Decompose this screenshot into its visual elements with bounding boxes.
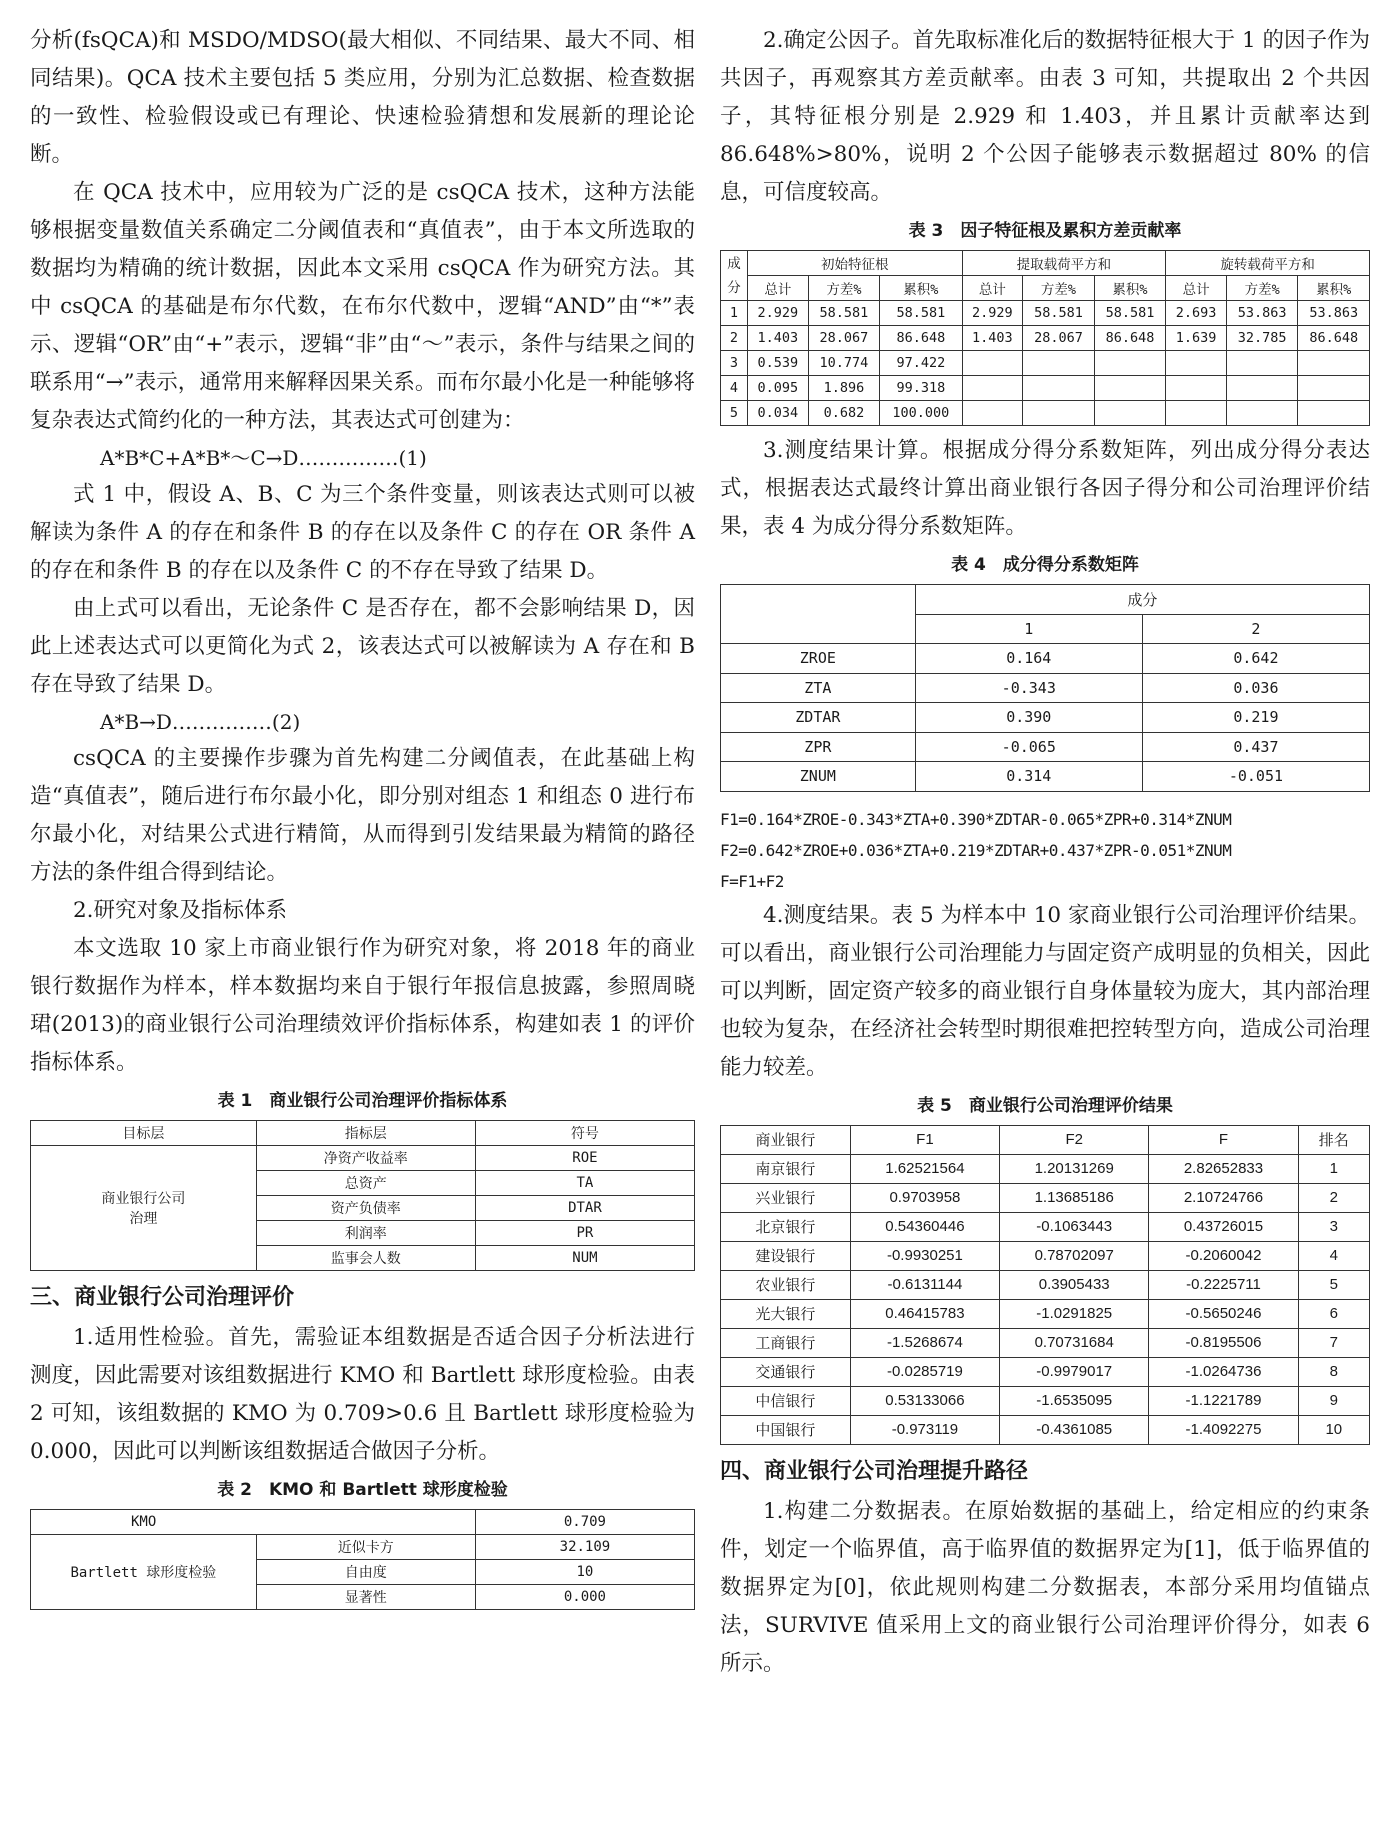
table-cell: 0.095 — [748, 376, 809, 401]
table-cell: 10 — [475, 1560, 694, 1585]
table-row — [721, 301, 1370, 326]
table-header: 总计 — [748, 276, 809, 301]
equation-f: F=F1+F2 — [720, 871, 784, 891]
table-cell: TA — [475, 1171, 694, 1196]
table-cell: ZDTAR — [721, 703, 916, 733]
table-cell: 0.46415783 — [850, 1299, 999, 1328]
table-row — [721, 1299, 1370, 1328]
table-header: 初始特征根 — [748, 251, 963, 276]
table-cell — [1166, 401, 1227, 426]
table-cell — [962, 401, 1023, 426]
paragraph: 分析(fsQCA)和 MSDO/MDSO(最大相似、不同结果、最大不同、相同结果)。QCA 技术主要包括 5 类应用，分别为汇总数据、检查数据的一致性、检验假设或已有理论、快速检验猜想和发展新的理论论断。 — [30, 28, 695, 167]
table-cell: PR — [475, 1221, 694, 1246]
section-heading: 三、商业银行公司治理评价 — [30, 1285, 295, 1310]
table-cell: -0.0285719 — [850, 1357, 999, 1386]
table-cell: -0.343 — [915, 673, 1142, 703]
formula-2: A*B→D……………(2) — [100, 710, 301, 734]
table-cell — [1226, 401, 1298, 426]
table-row — [721, 1154, 1370, 1183]
table-row — [721, 1386, 1370, 1415]
table-cell — [962, 376, 1023, 401]
table-cell: NUM — [475, 1246, 694, 1271]
table-header: 成分 — [915, 585, 1369, 615]
table-cell: -0.051 — [1142, 762, 1369, 792]
table-row — [721, 351, 1370, 376]
table-cell: 0.642 — [1142, 644, 1369, 674]
paragraph: 由上式可以看出，无论条件 C 是否存在，都不会影响结果 D，因此上述表达式可以更简化为式 2，该表达式可以被解读为 A 存在和 B 存在导致了结果 D。 — [30, 596, 695, 697]
table-5-caption: 表 5 商业银行公司治理评价结果 — [917, 1095, 1173, 1116]
table-cell — [1094, 376, 1166, 401]
table-header: 累积% — [1094, 276, 1166, 301]
table-row — [721, 673, 1370, 703]
table-cell: 0.70731684 — [1000, 1328, 1149, 1357]
table-cell: 1 — [1298, 1154, 1369, 1183]
table-cell: 2 — [1298, 1183, 1369, 1212]
table-header: 累积% — [1298, 276, 1370, 301]
table-cell: -0.2060042 — [1149, 1241, 1298, 1270]
paragraph: csQCA 的主要操作步骤为首先构建二分阈值表，在此基础上构造“真值表”，随后进行布尔最小化，即分别对组态 1 和组态 0 进行布尔最小化，对结果公式进行精简，从而得到引发结果最为精简的路径方法的条件组合得到结论。 — [30, 746, 695, 885]
table-cell — [1166, 376, 1227, 401]
table-header: 方差% — [1226, 276, 1298, 301]
table-cell: 10.774 — [808, 351, 880, 376]
table-row — [721, 1328, 1370, 1357]
table-header — [721, 585, 916, 644]
table-header: 总计 — [1166, 276, 1227, 301]
table-cell: 86.648 — [1094, 326, 1166, 351]
table-header: 提取载荷平方和 — [962, 251, 1166, 276]
table-cell: 1 — [721, 301, 748, 326]
table-cell: 净资产收益率 — [256, 1146, 475, 1171]
table-cell: 1.403 — [962, 326, 1023, 351]
equation-f2: F2=0.642*ZROE+0.036*ZTA+0.219*ZDTAR+0.437*ZPR-0.051*ZNUM — [720, 840, 1232, 860]
table-cell — [1166, 351, 1227, 376]
table-cell: -0.9930251 — [850, 1241, 999, 1270]
table-cell: 光大银行 — [721, 1299, 851, 1328]
table-4-caption: 表 4 成分得分系数矩阵 — [951, 555, 1139, 575]
table-cell: 4 — [721, 376, 748, 401]
table-cell: 2.82652833 — [1149, 1154, 1298, 1183]
table-row — [721, 703, 1370, 733]
table-cell: 4 — [1298, 1241, 1369, 1270]
table-cell — [1023, 351, 1095, 376]
table-cell — [1094, 401, 1166, 426]
table-row — [721, 644, 1370, 674]
table-header: 方差% — [1023, 276, 1095, 301]
table-cell — [1226, 351, 1298, 376]
table-2 — [30, 1509, 695, 1610]
table-header: 总计 — [962, 276, 1023, 301]
table-row — [721, 762, 1370, 792]
table-row — [721, 1183, 1370, 1212]
table-cell: 53.863 — [1226, 301, 1298, 326]
table-cell: 58.581 — [808, 301, 880, 326]
table-cell: 1.20131269 — [1000, 1154, 1149, 1183]
paragraph: 1.适用性检验。首先，需验证本组数据是否适合因子分析法进行测度，因此需要对该组数据进行 KMO 和 Bartlett 球形度检验。由表 2 可知，该组数据的 KMO 为 0.709>0.6 且 Bartlett 球形度检验为 0.000，因此可以判断该组数据适合做因子分析。 — [30, 1325, 695, 1464]
table-header: 商业银行 — [721, 1125, 851, 1154]
table-cell: -0.6131144 — [850, 1270, 999, 1299]
table-cell: 资产负债率 — [256, 1196, 475, 1221]
table-row — [721, 376, 1370, 401]
table-cell: 自由度 — [256, 1560, 475, 1585]
table-header: 2 — [1142, 614, 1369, 644]
table-cell: 1.896 — [808, 376, 880, 401]
table-cell: 58.581 — [880, 301, 962, 326]
left-column — [30, 22, 695, 1610]
table-cell: 3 — [721, 351, 748, 376]
table-cell: 99.318 — [880, 376, 962, 401]
table-cell: 2.10724766 — [1149, 1183, 1298, 1212]
table-cell: 0.682 — [808, 401, 880, 426]
paragraph: 本文选取 10 家上市商业银行作为研究对象，将 2018 年的商业银行数据作为样本，样本数据均来自于银行年报信息披露，参照周晓珺(2013)的商业银行公司治理绩效评价指标体系，构建如表 1 的评价指标体系。 — [30, 936, 695, 1075]
table-cell: 58.581 — [1094, 301, 1166, 326]
table-cell: ZNUM — [721, 762, 916, 792]
subsection-heading: 2.研究对象及指标体系 — [73, 898, 288, 923]
table-cell: 0.3905433 — [1000, 1270, 1149, 1299]
table-cell: 总资产 — [256, 1171, 475, 1196]
table-header: F — [1149, 1125, 1298, 1154]
table-row — [721, 1357, 1370, 1386]
table-cell: 0.314 — [915, 762, 1142, 792]
table-cell: ZROE — [721, 644, 916, 674]
table-cell — [1023, 376, 1095, 401]
table-cell: 97.422 — [880, 351, 962, 376]
table-cell: 北京银行 — [721, 1212, 851, 1241]
table-row — [721, 732, 1370, 762]
table-cell: 2 — [721, 326, 748, 351]
table-cell — [1226, 376, 1298, 401]
table-cell: 53.863 — [1298, 301, 1370, 326]
table-cell: 8 — [1298, 1357, 1369, 1386]
table-cell: -0.065 — [915, 732, 1142, 762]
table-header: 累积% — [880, 276, 962, 301]
table-row — [721, 1212, 1370, 1241]
table-cell: ROE — [475, 1146, 694, 1171]
table-cell: ZPR — [721, 732, 916, 762]
paragraph: 2.确定公因子。首先取标准化后的数据特征根大于 1 的因子作为共因子，再观察其方差贡献率。由表 3 可知，共提取出 2 个共因子，其特征根分别是 2.929 和 1.403，并且累计贡献率达到 86.648%>80%，说明 2 个公因子能够表示数据超过 80% 的信息，可信度较高。 — [720, 28, 1370, 205]
table-header: 1 — [915, 614, 1142, 644]
table-cell: -1.0291825 — [1000, 1299, 1149, 1328]
table-3-caption: 表 3 因子特征根及累积方差贡献率 — [908, 221, 1182, 241]
table-cell: 0.78702097 — [1000, 1241, 1149, 1270]
table-cell: 1.639 — [1166, 326, 1227, 351]
table-cell: 中国银行 — [721, 1415, 851, 1444]
paragraph: 式 1 中，假设 A、B、C 为三个条件变量，则该表达式则可以被解读为条件 A 的存在和条件 B 的存在以及条件 C 的存在 OR 条件 A 的存在和条件 B 的存在以及条件 C 的不存在导致了结果 D。 — [30, 482, 695, 583]
table-cell: 0.43726015 — [1149, 1212, 1298, 1241]
table-cell: 2.929 — [748, 301, 809, 326]
table-cell: DTAR — [475, 1196, 694, 1221]
table-cell: 58.581 — [1023, 301, 1095, 326]
table-cell: 7 — [1298, 1328, 1369, 1357]
table-cell: 100.000 — [880, 401, 962, 426]
table-cell: 0.539 — [748, 351, 809, 376]
table-cell: 工商银行 — [721, 1328, 851, 1357]
table-5 — [720, 1125, 1370, 1445]
table-header: 排名 — [1298, 1125, 1369, 1154]
target-cell: 商业银行公司治理 — [31, 1146, 257, 1271]
table-cell: -0.8195506 — [1149, 1328, 1298, 1357]
table-cell: 0.437 — [1142, 732, 1369, 762]
table-4 — [720, 584, 1370, 792]
table-cell: 0.390 — [915, 703, 1142, 733]
table-cell: Bartlett 球形度检验 — [31, 1535, 257, 1610]
table-cell: 5 — [721, 401, 748, 426]
table-row — [721, 326, 1370, 351]
table-cell: 0.000 — [475, 1585, 694, 1610]
table-cell: 0.219 — [1142, 703, 1369, 733]
table-cell: 86.648 — [880, 326, 962, 351]
table-cell: -0.973119 — [850, 1415, 999, 1444]
table-cell: 86.648 — [1298, 326, 1370, 351]
table-cell: -1.0264736 — [1149, 1357, 1298, 1386]
table-cell: 3 — [1298, 1212, 1369, 1241]
table-header: 符号 — [475, 1121, 694, 1146]
table-cell: 1.62521564 — [850, 1154, 999, 1183]
formula-1: A*B*C+A*B*～C→D……………(1) — [100, 446, 427, 470]
paragraph: 在 QCA 技术中，应用较为广泛的是 csQCA 技术，这种方法能够根据变量数值关系确定二分阈值表和“真值表”，由于本文所选取的数据均为精确的统计数据，因此本文采用 csQCA 作为研究方法。其中 csQCA 的基础是布尔代数，在布尔代数中，逻辑“AND”由“*”表示、逻辑“OR”由“+”表示，逻辑“非”由“～”表示，条件与结果之间的联系用“→”表示，通常用来解释因果关系。而布尔最小化是一种能够将复杂表达式简约化的一种方法，其表达式可创建为： — [30, 180, 695, 433]
table-row — [721, 1270, 1370, 1299]
table-cell: -1.1221789 — [1149, 1386, 1298, 1415]
section-heading: 四、商业银行公司治理提升路径 — [720, 1458, 1029, 1484]
table-header: F2 — [1000, 1125, 1149, 1154]
table-header: 目标层 — [31, 1121, 257, 1146]
table-cell — [1298, 351, 1370, 376]
table-cell: KMO — [31, 1510, 476, 1535]
table-cell — [1298, 401, 1370, 426]
table-cell — [962, 351, 1023, 376]
paragraph: 4.测度结果。表 5 为样本中 10 家商业银行公司治理评价结果。可以看出，商业银行公司治理能力与固定资产成明显的负相关，因此可以判断，固定资产较多的商业银行自身体量较为庞大，其内部治理也较为复杂，在经济社会转型时期很难把控转型方向，造成公司治理能力较差。 — [720, 902, 1370, 1080]
table-cell: 0.034 — [748, 401, 809, 426]
table-cell: -0.5650246 — [1149, 1299, 1298, 1328]
table-cell: 0.164 — [915, 644, 1142, 674]
table-cell: 0.53133066 — [850, 1386, 999, 1415]
table-cell: 建设银行 — [721, 1241, 851, 1270]
table-cell: -0.1063443 — [1000, 1212, 1149, 1241]
table-cell: -1.5268674 — [850, 1328, 999, 1357]
table-cell: ZTA — [721, 673, 916, 703]
table-2-caption: 表 2 KMO 和 Bartlett 球形度检验 — [217, 1480, 508, 1500]
table-cell: 南京银行 — [721, 1154, 851, 1183]
table-row — [721, 1241, 1370, 1270]
table-cell: -1.4092275 — [1149, 1415, 1298, 1444]
table-cell: 6 — [1298, 1299, 1369, 1328]
table-cell: 监事会人数 — [256, 1246, 475, 1271]
table-cell: 28.067 — [808, 326, 880, 351]
table-header: F1 — [850, 1125, 999, 1154]
table-cell: 中信银行 — [721, 1386, 851, 1415]
table-cell: 0.709 — [475, 1510, 694, 1535]
table-header: 指标层 — [256, 1121, 475, 1146]
table-cell: 10 — [1298, 1415, 1369, 1444]
table-row — [721, 401, 1370, 426]
paragraph: 3.测度结果计算。根据成分得分系数矩阵，列出成分得分表达式，根据表达式最终计算出商业银行各因子得分和公司治理评价结果，表 4 为成分得分系数矩阵。 — [720, 438, 1370, 539]
table-cell — [1023, 401, 1095, 426]
table-cell: 5 — [1298, 1270, 1369, 1299]
table-cell: -0.2225711 — [1149, 1270, 1298, 1299]
table-cell: 农业银行 — [721, 1270, 851, 1299]
table-cell: 近似卡方 — [256, 1535, 475, 1560]
table-cell: 28.067 — [1023, 326, 1095, 351]
table-cell — [1094, 351, 1166, 376]
table-cell: 显著性 — [256, 1585, 475, 1610]
table-cell: 1.13685186 — [1000, 1183, 1149, 1212]
table-cell: 2.929 — [962, 301, 1023, 326]
table-3 — [720, 250, 1370, 426]
table-cell: 0.9703958 — [850, 1183, 999, 1212]
table-cell: -0.9979017 — [1000, 1357, 1149, 1386]
table-header: 旋转载荷平方和 — [1166, 251, 1370, 276]
table-cell: 0.54360446 — [850, 1212, 999, 1241]
table-cell: 2.693 — [1166, 301, 1227, 326]
table-cell: 32.109 — [475, 1535, 694, 1560]
table-1-caption: 表 1 商业银行公司治理评价指标体系 — [217, 1091, 508, 1111]
table-header: 方差% — [808, 276, 880, 301]
table-cell: 交通银行 — [721, 1357, 851, 1386]
table-cell — [1298, 376, 1370, 401]
equation-f1: F1=0.164*ZROE-0.343*ZTA+0.390*ZDTAR-0.065*ZPR+0.314*ZNUM — [720, 809, 1232, 829]
table-cell: 0.036 — [1142, 673, 1369, 703]
table-1 — [30, 1120, 695, 1271]
table-header: 成分 — [721, 251, 748, 301]
paragraph: 1.构建二分数据表。在原始数据的基础上，给定相应的约束条件，划定一个临界值，高于临界值的数据界定为[1]，低于临界值的数据界定为[0]，依此规则构建二分数据表，本部分采用均值锚点法，SURVIVE 值采用上文的商业银行公司治理评价得分，如表 6 所示。 — [720, 1498, 1370, 1676]
table-cell: -0.4361085 — [1000, 1415, 1149, 1444]
table-cell: 利润率 — [256, 1221, 475, 1246]
right-column — [720, 22, 1370, 1683]
table-cell: -1.6535095 — [1000, 1386, 1149, 1415]
table-cell: 1.403 — [748, 326, 809, 351]
table-cell: 32.785 — [1226, 326, 1298, 351]
table-cell: 兴业银行 — [721, 1183, 851, 1212]
table-cell: 9 — [1298, 1386, 1369, 1415]
table-row — [721, 1415, 1370, 1444]
